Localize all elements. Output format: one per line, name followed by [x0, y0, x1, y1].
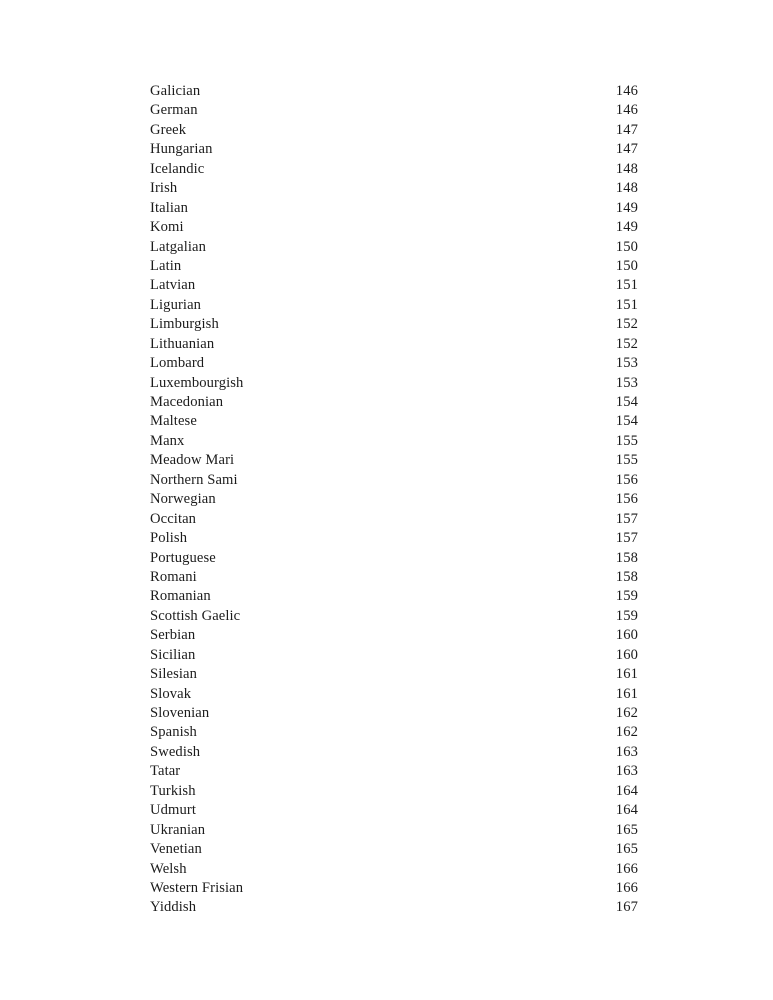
toc-entry[interactable]	[150, 121, 638, 140]
toc-entry[interactable]	[150, 646, 638, 665]
toc-entry-title: Irish	[150, 180, 178, 197]
toc-dot-leader	[196, 658, 615, 659]
toc-dot-leader	[197, 522, 616, 523]
toc-entry-title: Scottish Gaelic	[150, 607, 241, 624]
toc-entry[interactable]	[150, 335, 638, 354]
toc-entry-page-number: 156	[615, 471, 638, 488]
toc-entry-page-number: 159	[615, 607, 638, 624]
toc-entry[interactable]	[150, 704, 638, 723]
toc-entry[interactable]	[150, 218, 638, 237]
toc-entry-title: Serbian	[150, 627, 196, 644]
toc-entry[interactable]	[150, 743, 638, 762]
toc-entry-page-number: 160	[615, 646, 638, 663]
toc-entry-title: Macedonian	[150, 394, 224, 410]
toc-dot-leader	[184, 230, 615, 231]
toc-entry[interactable]	[150, 685, 638, 704]
toc-entry-page-number: 149	[615, 199, 638, 216]
toc-entry[interactable]	[150, 723, 638, 742]
toc-dot-leader	[244, 386, 615, 387]
toc-dot-leader	[206, 833, 616, 834]
toc-dot-leader	[216, 502, 615, 503]
toc-dot-leader	[188, 541, 616, 542]
toc-entry-page-number: 162	[615, 724, 638, 741]
toc-entry-page-number: 148	[615, 180, 638, 197]
toc-entry-page-number: 164	[615, 802, 638, 819]
toc-entry-title: Latvian	[150, 277, 196, 294]
toc-entry-page-number: 146	[615, 83, 638, 99]
toc-entry[interactable]	[150, 665, 638, 684]
toc-entry-page-number: 158	[615, 568, 638, 585]
toc-entry-page-number: 160	[615, 627, 638, 644]
toc-dot-leader	[235, 463, 616, 464]
toc-entry-title: Silesian	[150, 666, 198, 683]
toc-dot-leader	[202, 308, 616, 309]
toc-entry[interactable]	[150, 393, 638, 412]
toc-dot-leader	[187, 133, 616, 134]
toc-dot-leader	[185, 444, 615, 445]
toc-entry-page-number: 166	[615, 879, 638, 896]
toc-entry-title: Romani	[150, 568, 197, 585]
toc-entry-page-number: 151	[615, 296, 638, 313]
toc-entry-title: Maltese	[150, 413, 197, 430]
toc-entry-title: Manx	[150, 432, 185, 449]
toc-entry-page-number: 158	[615, 549, 638, 566]
toc-entry-title: Komi	[150, 219, 184, 236]
toc-dot-leader	[219, 327, 615, 328]
toc-entry[interactable]	[150, 471, 638, 490]
toc-entry[interactable]	[150, 82, 638, 101]
toc-entry-page-number: 164	[615, 782, 638, 799]
toc-entry-title: Spanish	[150, 724, 197, 741]
toc-entry-page-number: 154	[615, 394, 638, 410]
toc-entry-page-number: 166	[615, 860, 638, 877]
toc-entry-title: Lombard	[150, 355, 205, 372]
toc-entry-page-number: 157	[615, 530, 638, 547]
toc-entry-title: German	[150, 102, 198, 119]
toc-dot-leader	[181, 774, 616, 775]
toc-entry[interactable]	[150, 160, 638, 179]
toc-dot-leader	[196, 288, 616, 289]
toc-entry-title: Icelandic	[150, 160, 205, 177]
toc-entry-title: Norwegian	[150, 491, 216, 508]
toc-entry-title: Slovenian	[150, 705, 210, 721]
toc-entry-title: Western Frisian	[150, 879, 244, 896]
toc-dot-leader	[198, 677, 616, 678]
toc-entry-page-number: 149	[615, 219, 638, 236]
toc-entry-page-number: 155	[615, 432, 638, 449]
toc-entry-page-number: 155	[615, 452, 638, 469]
toc-entry-page-number: 156	[615, 491, 638, 508]
toc-entry-page-number: 163	[615, 763, 638, 780]
toc-entry-title: Ukranian	[150, 821, 206, 838]
toc-entry-page-number: 161	[615, 666, 638, 683]
toc-entry-page-number: 159	[615, 588, 638, 605]
toc-entry-page-number: 154	[615, 413, 638, 430]
toc-entry-page-number: 163	[615, 743, 638, 760]
toc-entry-title: Slovak	[150, 685, 192, 702]
toc-dot-leader	[182, 269, 615, 270]
toc-dot-leader	[224, 405, 616, 406]
toc-entry-page-number: 161	[615, 685, 638, 702]
toc-entry[interactable]	[150, 549, 638, 568]
toc-entry-title: Yiddish	[150, 899, 197, 916]
toc-entry[interactable]	[150, 490, 638, 509]
toc-entry-page-number: 150	[615, 257, 638, 274]
toc-entry-page-number: 146	[615, 102, 638, 119]
toc-entry[interactable]	[150, 199, 638, 218]
toc-entry-page-number: 162	[615, 705, 638, 721]
toc-entry-title: Greek	[150, 121, 187, 138]
toc-entry-page-number: 147	[615, 141, 638, 158]
toc-entry[interactable]	[150, 296, 638, 315]
toc-dot-leader	[196, 794, 615, 795]
toc-dot-leader	[197, 813, 616, 814]
toc-entry[interactable]	[150, 276, 638, 295]
toc-entry[interactable]	[150, 432, 638, 451]
toc-entry[interactable]	[150, 529, 638, 548]
toc-dot-leader	[213, 152, 615, 153]
toc-dot-leader	[244, 891, 616, 892]
toc-entry-title: Occitan	[150, 510, 197, 527]
toc-dot-leader	[197, 580, 615, 581]
toc-entry[interactable]	[150, 238, 638, 257]
toc-entry[interactable]	[150, 412, 638, 431]
toc-entry[interactable]	[150, 762, 638, 781]
toc-entry-title: Venetian	[150, 841, 202, 858]
toc-dot-leader	[205, 366, 616, 367]
toc-entry-page-number: 153	[615, 355, 638, 372]
toc-entry-page-number: 165	[615, 841, 638, 858]
toc-entry[interactable]	[150, 374, 638, 393]
toc-entry-page-number: 152	[615, 335, 638, 352]
toc-entry[interactable]	[150, 860, 638, 879]
toc-entry-title: Italian	[150, 199, 188, 216]
toc-dot-leader	[197, 424, 615, 425]
toc-entry[interactable]	[150, 140, 638, 159]
toc-entry-title: Turkish	[150, 782, 196, 799]
toc-dot-leader	[192, 697, 616, 698]
toc-dot-leader	[210, 716, 616, 717]
toc-dot-leader	[201, 94, 616, 95]
toc-dot-leader	[238, 483, 615, 484]
toc-dot-leader	[211, 599, 615, 600]
toc-entry[interactable]	[150, 451, 638, 470]
toc-dot-leader	[188, 211, 615, 212]
toc-entry-title: Latin	[150, 257, 182, 274]
toc-entry[interactable]	[150, 354, 638, 373]
toc-entry[interactable]	[150, 898, 638, 917]
toc-entry-page-number: 153	[615, 374, 638, 391]
toc-entry[interactable]	[150, 879, 638, 898]
toc-entry-page-number: 150	[615, 238, 638, 255]
table-of-contents-list	[150, 82, 638, 918]
toc-entry[interactable]	[150, 257, 638, 276]
toc-entry[interactable]	[150, 821, 638, 840]
toc-entry[interactable]	[150, 568, 638, 587]
toc-entry-page-number: 157	[615, 510, 638, 527]
toc-entry-title: Latgalian	[150, 238, 207, 255]
toc-dot-leader	[215, 347, 616, 348]
toc-entry-title: Welsh	[150, 860, 187, 877]
toc-entry[interactable]	[150, 101, 638, 120]
toc-entry-page-number: 147	[615, 121, 638, 138]
toc-entry-title: Udmurt	[150, 802, 196, 819]
toc-entry[interactable]	[150, 801, 638, 820]
toc-dot-leader	[202, 852, 615, 853]
toc-entry-title: Hungarian	[150, 141, 213, 158]
toc-entry-title: Lithuanian	[150, 335, 215, 352]
toc-dot-leader	[197, 735, 615, 736]
toc-entry-title: Portuguese	[150, 549, 216, 566]
toc-entry[interactable]	[150, 626, 638, 645]
toc-entry-title: Tatar	[150, 763, 181, 780]
toc-entry-title: Limburgish	[150, 316, 219, 333]
toc-entry-title: Sicilian	[150, 646, 196, 663]
toc-entry-title: Northern Sami	[150, 471, 238, 488]
toc-entry[interactable]	[150, 510, 638, 529]
toc-entry[interactable]	[150, 587, 638, 606]
toc-entry[interactable]	[150, 840, 638, 859]
toc-dot-leader	[205, 172, 615, 173]
toc-dot-leader	[187, 872, 615, 873]
toc-entry-title: Luxembourgish	[150, 374, 244, 391]
toc-entry[interactable]	[150, 782, 638, 801]
toc-dot-leader	[196, 638, 616, 639]
toc-dot-leader	[207, 250, 616, 251]
toc-dot-leader	[216, 561, 615, 562]
toc-entry-page-number: 148	[615, 160, 638, 177]
toc-entry-title: Swedish	[150, 743, 201, 760]
toc-entry-page-number: 165	[615, 821, 638, 838]
toc-entry-title: Polish	[150, 530, 188, 547]
toc-entry[interactable]	[150, 179, 638, 198]
toc-entry-page-number: 152	[615, 316, 638, 333]
toc-dot-leader	[198, 113, 615, 114]
toc-entry-title: Ligurian	[150, 296, 202, 313]
toc-entry-title: Meadow Mari	[150, 452, 235, 469]
toc-dot-leader	[201, 755, 616, 756]
toc-entry-title: Romanian	[150, 588, 211, 605]
toc-entry-page-number: 167	[615, 899, 638, 916]
toc-entry[interactable]	[150, 607, 638, 626]
toc-entry-title: Galician	[150, 83, 201, 99]
toc-dot-leader	[178, 191, 616, 192]
toc-entry-page-number: 151	[615, 277, 638, 294]
toc-dot-leader	[241, 619, 616, 620]
toc-dot-leader	[197, 910, 616, 911]
toc-entry[interactable]	[150, 315, 638, 334]
